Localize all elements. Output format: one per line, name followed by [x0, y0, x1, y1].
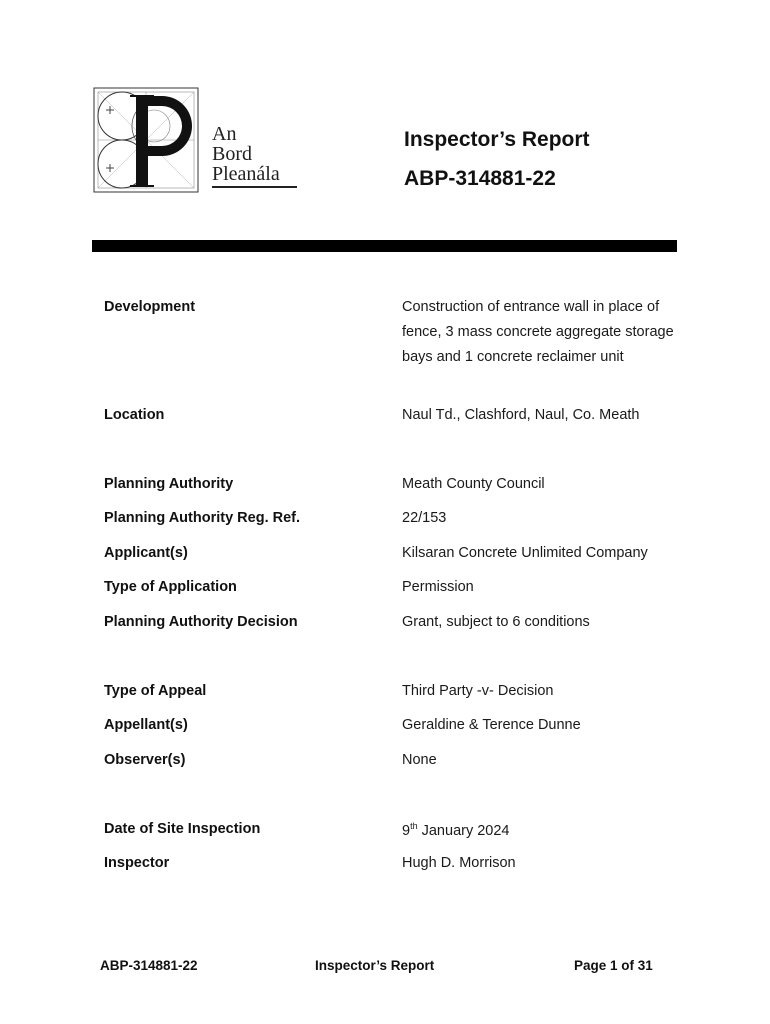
value-planning-authority: Meath County Council	[402, 476, 545, 492]
label-type-of-application: Type of Application	[104, 579, 237, 595]
label-reg-ref: Planning Authority Reg. Ref.	[104, 510, 301, 526]
date-day: 9	[402, 822, 411, 839]
report-reference: ABP-314881-22	[404, 167, 556, 190]
label-pa-decision: Planning Authority Decision	[104, 614, 298, 630]
logo-wordmark	[212, 124, 280, 184]
logo-line-bord: Bord	[212, 143, 252, 165]
label-planning-authority: Planning Authority	[104, 476, 234, 492]
value-appellants: Geraldine & Terence Dunne	[402, 717, 581, 733]
value-pa-decision: Grant, subject to 6 conditions	[402, 614, 590, 630]
footer-reference: ABP-314881-22	[100, 958, 198, 973]
value-location: Naul Td., Clashford, Naul, Co. Meath	[402, 407, 640, 423]
value-applicants: Kilsaran Concrete Unlimited Company	[402, 545, 648, 561]
value-type-of-application: Permission	[402, 579, 474, 595]
logo-line-pleanala: Pleanála	[212, 163, 280, 185]
label-inspector: Inspector	[104, 855, 170, 871]
label-observers: Observer(s)	[104, 752, 186, 768]
logo-underline	[212, 186, 297, 188]
value-development: Construction of entrance wall in place of fence, 3 mass concrete aggregate storage bays and 1 concrete reclaimer unit	[402, 299, 674, 365]
date-suffix: th	[410, 821, 418, 831]
value-observers: None	[402, 752, 437, 768]
footer-page-number: Page 1 of 31	[574, 958, 653, 973]
label-applicants: Applicant(s)	[104, 545, 188, 561]
report-title: Inspector’s Report	[404, 128, 590, 151]
label-appellants: Appellant(s)	[104, 717, 188, 733]
value-date-of-site-inspection	[402, 821, 682, 839]
footer-title: Inspector’s Report	[315, 958, 435, 973]
label-type-of-appeal: Type of Appeal	[104, 683, 207, 699]
label-development: Development	[104, 299, 196, 315]
label-date-of-site-inspection: Date of Site Inspection	[104, 821, 261, 837]
value-inspector: Hugh D. Morrison	[402, 855, 516, 871]
date-rest: January 2024	[417, 822, 510, 839]
value-type-of-appeal: Third Party -v- Decision	[402, 683, 554, 699]
header-divider	[92, 240, 677, 252]
label-location: Location	[104, 407, 165, 423]
logo-line-an: An	[212, 123, 237, 145]
value-reg-ref: 22/153	[402, 510, 447, 526]
